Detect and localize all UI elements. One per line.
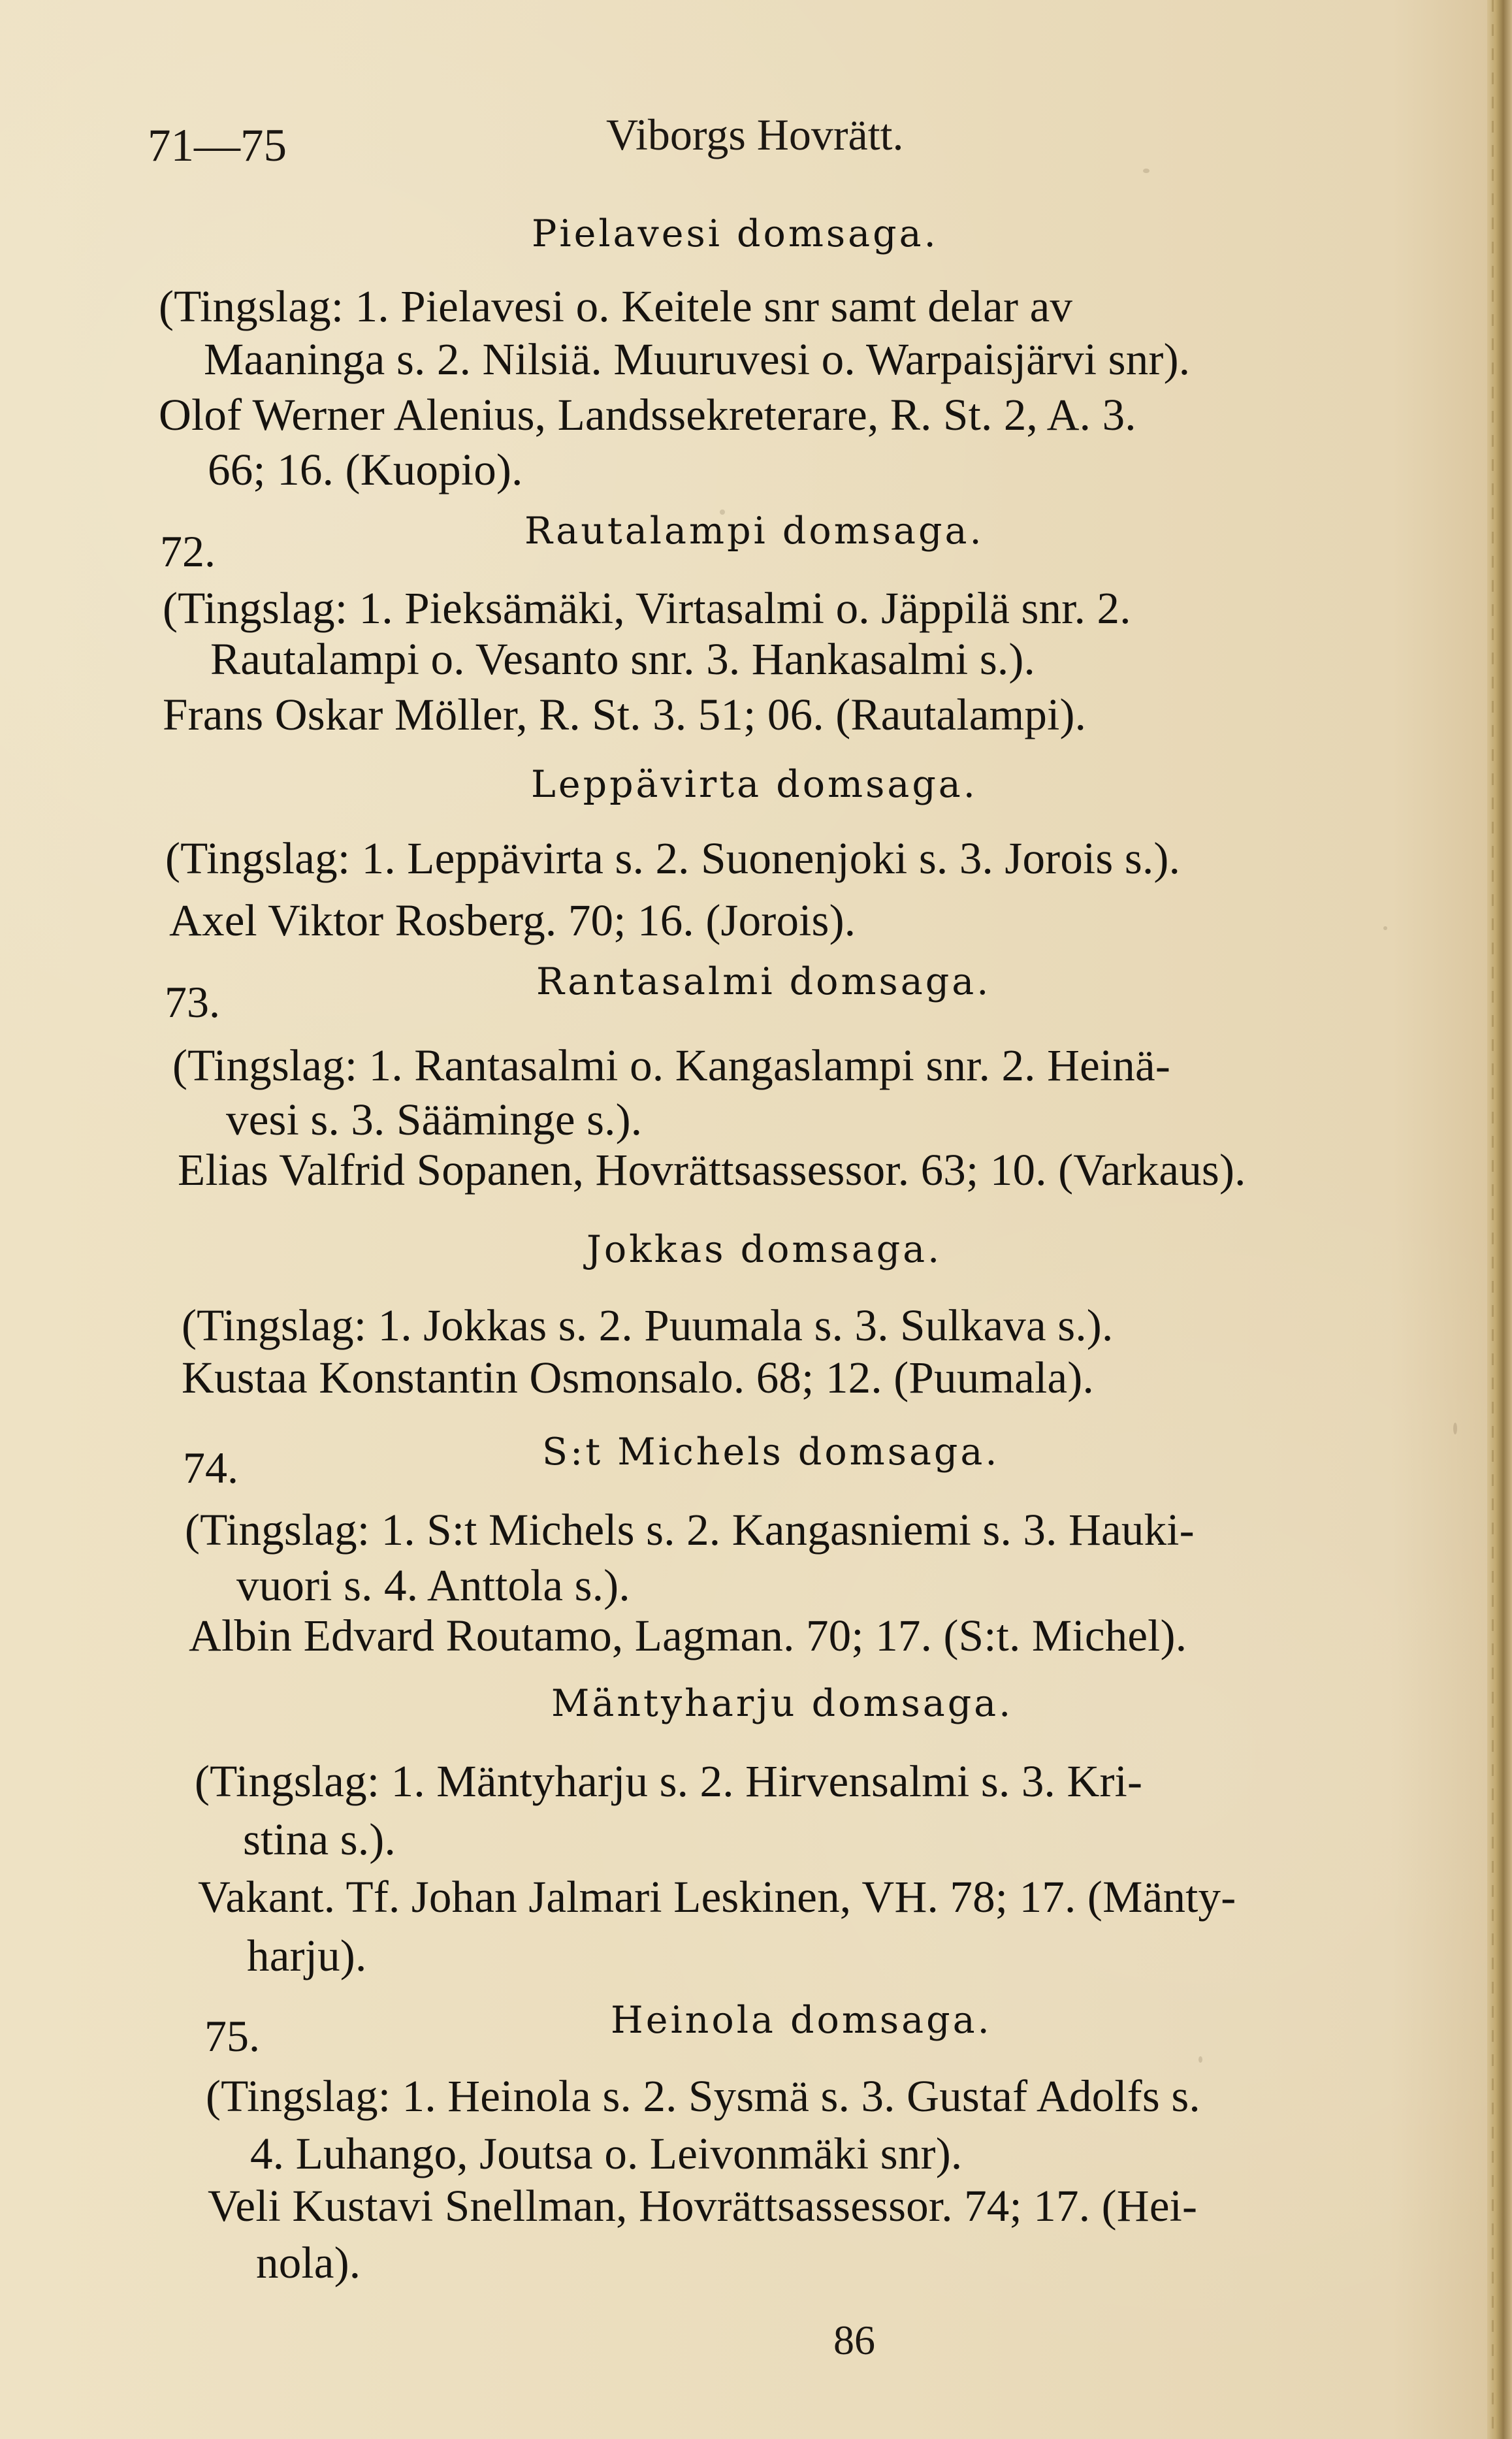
section-number: 72. [160,526,216,576]
section-line: (Tingslag: 1. Rantasalmi o. Kangaslampi snr. 2. Heinä- [172,1041,1170,1090]
section-line: Elias Valfrid Sopanen, Hovrättsassessor. 63; 10. (Varkaus). [178,1145,1246,1195]
section-line: Axel Viktor Rosberg. 70; 16. (Jorois). [169,896,856,945]
section-line: (Tingslag: 1. Heinola s. 2. Sysmä s. 3. Gustaf Adolfs s. [206,2071,1200,2121]
section-line: (Tingslag: 1. Mäntyharju s. 2. Hirvensalmi s. 3. Kri- [195,1756,1143,1806]
section-title: S:t Michels domsaga. [542,1430,1000,1474]
paper-speck [1143,169,1150,173]
section-line: vesi s. 3. Sääminge s.). [226,1095,643,1144]
section-number: 75. [204,2011,260,2061]
section-number: 73. [165,977,220,1027]
section-title: Jokkas domsaga. [587,1228,942,1271]
paper-speck [1453,1423,1457,1434]
section-line: Kustaa Konstantin Osmonsalo. 68; 12. (Puumala). [182,1353,1094,1402]
section-line: Maaninga s. 2. Nilsiä. Muuruvesi o. Warpaisjärvi snr). [204,334,1191,384]
section-line: vuori s. 4. Anttola s.). [236,1560,630,1610]
section-line: (Tingslag: 1. Pieksämäki, Virtasalmi o. Jäppilä snr. 2. [163,583,1131,633]
section-title: Pielavesi domsaga. [532,212,939,255]
section-line: 66; 16. (Kuopio). [208,445,523,494]
section-line: (Tingslag: 1. Leppävirta s. 2. Suonenjoki s. 3. Jorois s.). [165,833,1181,883]
section-title: Heinola domsaga. [611,1999,992,2042]
section-line: Olof Werner Alenius, Landssekreterare, R. St. 2, A. 3. [159,390,1136,440]
paper-speck [1383,926,1387,930]
section-line: nola). [256,2238,361,2287]
section-line: (Tingslag: 1. S:t Michels s. 2. Kangasniemi s. 3. Hauki- [185,1505,1195,1555]
section-line: Frans Oskar Möller, R. St. 3. 51; 06. (Rautalampi). [163,690,1087,739]
section-title: Leppävirta domsaga. [531,763,978,806]
section-title: Mäntyharju domsaga. [551,1682,1014,1725]
section-line: 4. Luhango, Joutsa o. Leivonmäki snr). [250,2129,963,2178]
section-line: harju). [247,1931,367,1980]
section-number: 74. [183,1443,238,1493]
section-line: Rautalampi o. Vesanto snr. 3. Hankasalmi s.). [210,634,1035,684]
page-binding-edge [1487,0,1512,2439]
section-line: stina s.). [243,1815,396,1864]
section-line: Vakant. Tf. Johan Jalmari Leskinen, VH. 78; 17. (Mänty- [198,1872,1236,1922]
running-header: Viborgs Hovrätt. [606,110,904,159]
paper-speck [1198,2056,1202,2063]
section-line: (Tingslag: 1. Pielavesi o. Keitele snr samt delar av [159,282,1073,331]
page-range: 71—75 [148,120,287,171]
section-title: Rautalampi domsaga. [524,509,984,553]
section-line: Veli Kustavi Snellman, Hovrättsassessor. 74; 17. (Hei- [208,2181,1198,2231]
page-number: 86 [833,2317,875,2363]
section-line: Albin Edvard Routamo, Lagman. 70; 17. (S:t. Michel). [189,1611,1187,1660]
section-line: (Tingslag: 1. Jokkas s. 2. Puumala s. 3. Sulkava s.). [182,1300,1114,1350]
section-title: Rantasalmi domsaga. [536,960,991,1003]
